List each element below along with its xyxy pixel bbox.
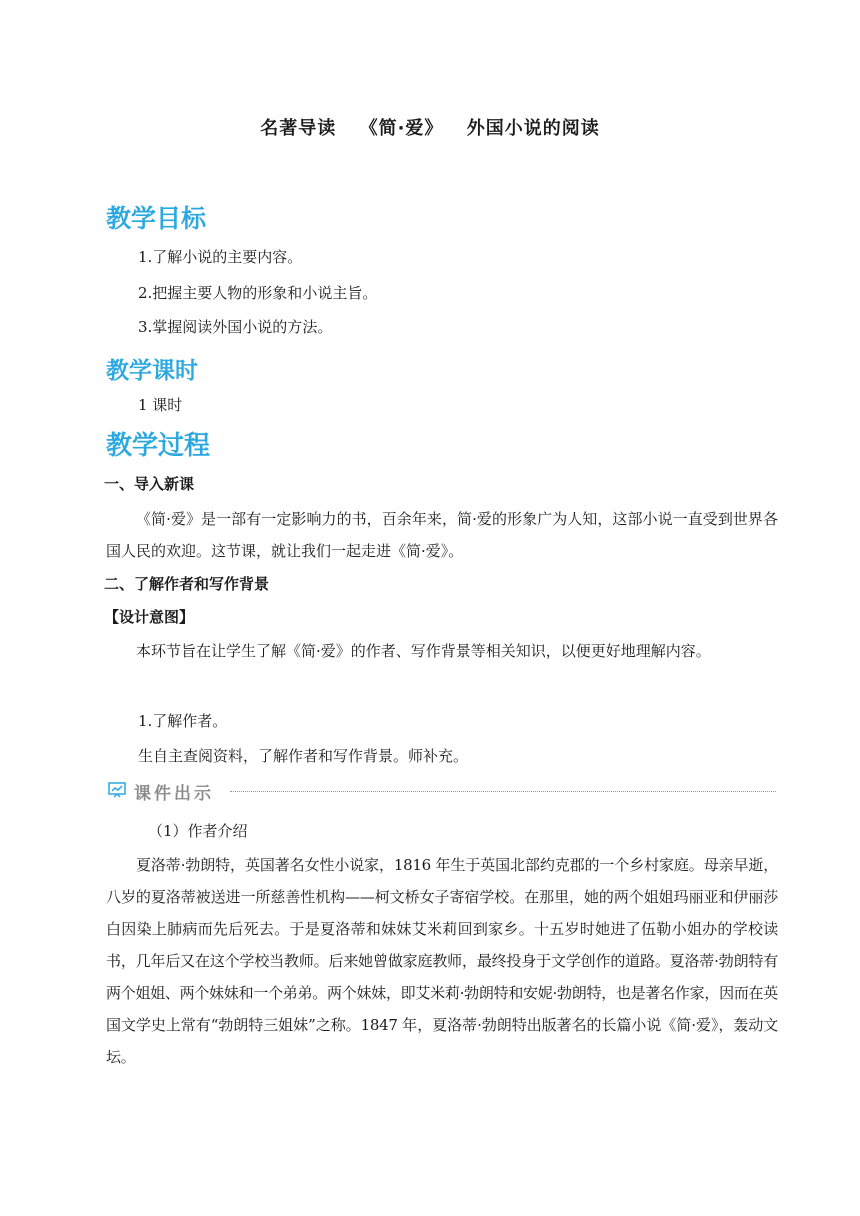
part2-heading: 二、了解作者和写作背景 [104, 575, 270, 593]
part1-paragraph: 《简·爱》是一部有一定影响力的书，百余年来，简·爱的形象广为人知，这部小说一直受到世界各国人民的欢迎。这节课，就让我们一起走进《简·爱》。 [106, 510, 778, 560]
step-label: 1.了解作者。 [138, 712, 228, 730]
objective-item: 3.掌握阅读外国小说的方法。 [138, 318, 333, 336]
design-intent-label: 【设计意图】 [104, 608, 195, 626]
objective-item: 1.了解小说的主要内容。 [138, 248, 303, 266]
objective-item: 2.把握主要人物的形象和小说主旨。 [138, 284, 378, 302]
title-part-2: 《简·爱》 [359, 118, 444, 139]
presentation-icon [108, 782, 126, 798]
step-paragraph: 生自主查阅资料，了解作者和写作背景。师补充。 [138, 747, 469, 765]
title-part-1: 名著导读 [260, 118, 337, 139]
banner-divider [230, 791, 776, 792]
courseware-banner [108, 779, 776, 803]
page-title [0, 114, 860, 140]
part1-heading: 一、导入新课 [104, 475, 195, 493]
design-intent-paragraph: 本环节旨在让学生了解《简·爱》的作者、写作背景等相关知识，以便更好地理解内容。 [136, 642, 711, 660]
banner-label: 课件出示 [134, 784, 214, 804]
author-bio-paragraph: 夏洛蒂·勃朗特，英国著名女性小说家，1816 年生于英国北部约克郡的一个乡村家庭。母亲早逝，八岁的夏洛蒂被送进一所慈善性机构——柯文桥女子寄宿学校。在那里，她的两个姐姐玛丽亚和伊丽莎白因染上肺病而先后死去。于是夏洛蒂和妹妹艾米莉回到家乡。十五岁时她进了伍勒小姐办的学校读书，几年后又在这个学校当教师。后来她曾做家庭教师，最终投身于文学创作的道路。夏洛蒂·勃朗特有两个姐姐、两个妹妹和一个弟弟。两个妹妹，即艾米莉·勃朗特和安妮·勃朗特，也是著名作家，因而在英国文学史上常有“勃朗特三姐妹”之称。1847 年，夏洛蒂·勃朗特出版著名的长篇小说《简·爱》，轰动文坛。 [106, 856, 778, 1066]
title-part-3: 外国小说的阅读 [466, 118, 600, 139]
section-heading-process: 教学过程 [106, 431, 211, 461]
section-heading-periods: 教学课时 [106, 358, 198, 384]
section-heading-objectives: 教学目标 [106, 204, 207, 233]
periods-value: 1 课时 [138, 396, 183, 414]
author-intro-heading: （1）作者介绍 [148, 822, 248, 840]
